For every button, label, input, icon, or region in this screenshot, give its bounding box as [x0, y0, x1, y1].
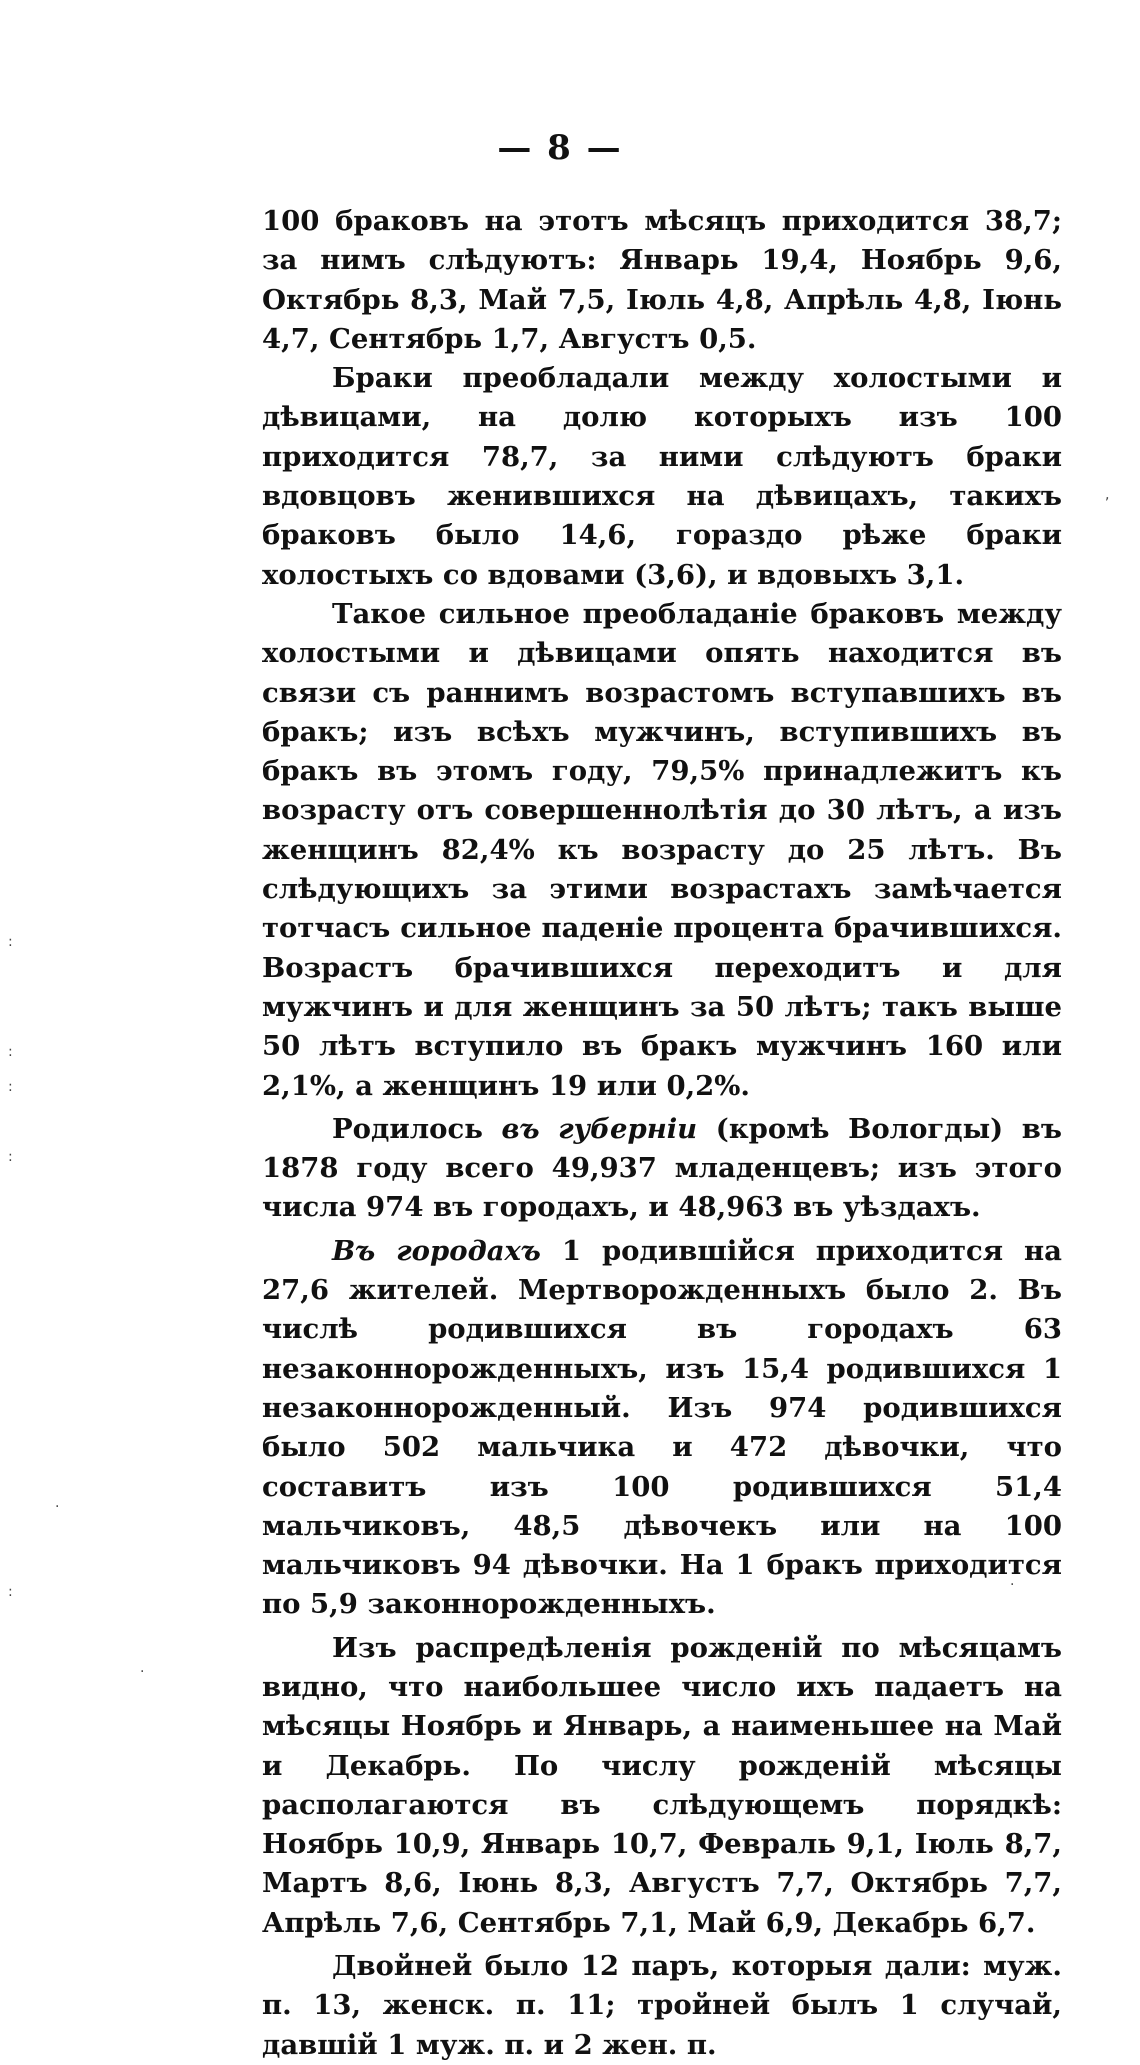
paragraph-twins-triplets — [262, 1947, 1062, 2065]
paragraph-emphasis: Въ городахъ — [332, 1234, 541, 1267]
paragraph-births-by-month — [262, 1629, 1062, 1943]
paragraph-prefix: Родилось — [332, 1112, 502, 1145]
paragraph-births-province — [262, 1110, 1062, 1228]
paragraph-emphasis: въ губерніи — [501, 1112, 698, 1145]
paragraph-text: Такое сильное преобладаніе браковъ между холостыми и дѣвицами опять находится въ связи съ раннимъ возрастомъ вступавшихъ въ бракъ; изъ всѣхъ мужчинъ, вступившихъ въ бракъ въ этомъ году, 79,5% принадлежитъ къ возрасту отъ совершеннолѣтія до 30 лѣтъ, а изъ женщинъ 82,4% къ возрасту до 25 лѣтъ. Въ слѣдующихъ за этими возрастахъ замѣчается тотчасъ сильное паденіе процента брачившихся. Возрастъ брачившихся переходитъ и для мужчинъ и для женщинъ за 50 лѣтъ; такъ выше 50 лѣтъ вступило въ бракъ мужчинъ 160 или 2,1%, а женщинъ 19 или 0,2%. — [262, 597, 1062, 1102]
scan-speck: : — [8, 1079, 13, 1095]
paragraph-births-towns — [262, 1232, 1062, 1625]
paragraph-text: 100 браковъ на этотъ мѣсяцъ приходится 38,7; за нимъ слѣдуютъ: Январь 19,4, Ноябрь 9,6, Октябрь 8,3, Май 7,5, Іюль 4,8, Апрѣль 4,8, Іюнь 4,7, Сентябрь 1,7, Августъ 0,5. — [262, 205, 1062, 355]
page-number: — 8 — — [497, 128, 623, 168]
paragraph-text: Двойней было 12 паръ, которыя дали: муж. п. 13, женск. п. 11; тройней былъ 1 случай, давшій 1 муж. п. и 2 жен. п. — [262, 1950, 1062, 2061]
scan-speck: · — [1010, 1577, 1015, 1593]
scan-speck: · — [140, 1664, 145, 1680]
body-text — [262, 202, 1062, 2065]
scan-speck: · — [55, 1499, 60, 1515]
paragraph-marriage-types — [262, 359, 1062, 595]
scan-speck: : — [8, 934, 13, 950]
scan-speck: : — [8, 1584, 13, 1600]
paragraph-marriages-by-month — [262, 202, 1062, 359]
paragraph-text: 1 родившійся приходится на 27,6 жителей. Мертворожденныхъ было 2. Въ числѣ родившихся въ городахъ 63 незаконнорожденныхъ, изъ 15,4 родившихся 1 незаконнорожденный. Изъ 974 родившихся было 502 мальчика и 472 дѣвочки, что составитъ изъ 100 родившихся 51,4 мальчиковъ, 48,5 дѣвочекъ или на 100 мальчиковъ 94 дѣвочки. На 1 бракъ приходится по 5,9 законнорожденныхъ. — [262, 1234, 1062, 1621]
paragraph-text: Изъ распредѣленія рожденій по мѣсяцамъ видно, что наибольшее число ихъ падаетъ на мѣсяцы Ноябрь и Январь, а наименьшее на Май и Декабрь. По числу рожденій мѣсяцы располагаются въ слѣдующемъ порядкѣ: Ноябрь 10,9, Январь 10,7, Февраль 9,1, Іюль 8,7, Мартъ 8,6, Іюнь 8,3, Августъ 7,7, Октябрь 7,7, Апрѣль 7,6, Сентябрь 7,1, Май 6,9, Декабрь 6,7. — [262, 1631, 1062, 1939]
scan-speck: : — [8, 1044, 13, 1060]
scan-speck: : — [8, 1149, 13, 1165]
scan-speck: , — [1105, 487, 1110, 503]
paragraph-marriage-age — [262, 595, 1062, 1106]
paragraph-text: Браки преобладали между холостыми и дѣвицами, на долю которыхъ изъ 100 приходится 78,7, за ними слѣдуютъ браки вдовцовъ женившихся на дѣвицахъ, такихъ браковъ было 14,6, гораздо рѣже браки холостыхъ со вдовами (3,6), и вдовыхъ 3,1. — [262, 362, 1062, 591]
paragraph-text: (кромѣ Вологды) въ 1878 году всего 49,937 младенцевъ; изъ этого числа 974 въ городахъ, и 48,963 въ уѣздахъ. — [262, 1112, 1062, 1224]
